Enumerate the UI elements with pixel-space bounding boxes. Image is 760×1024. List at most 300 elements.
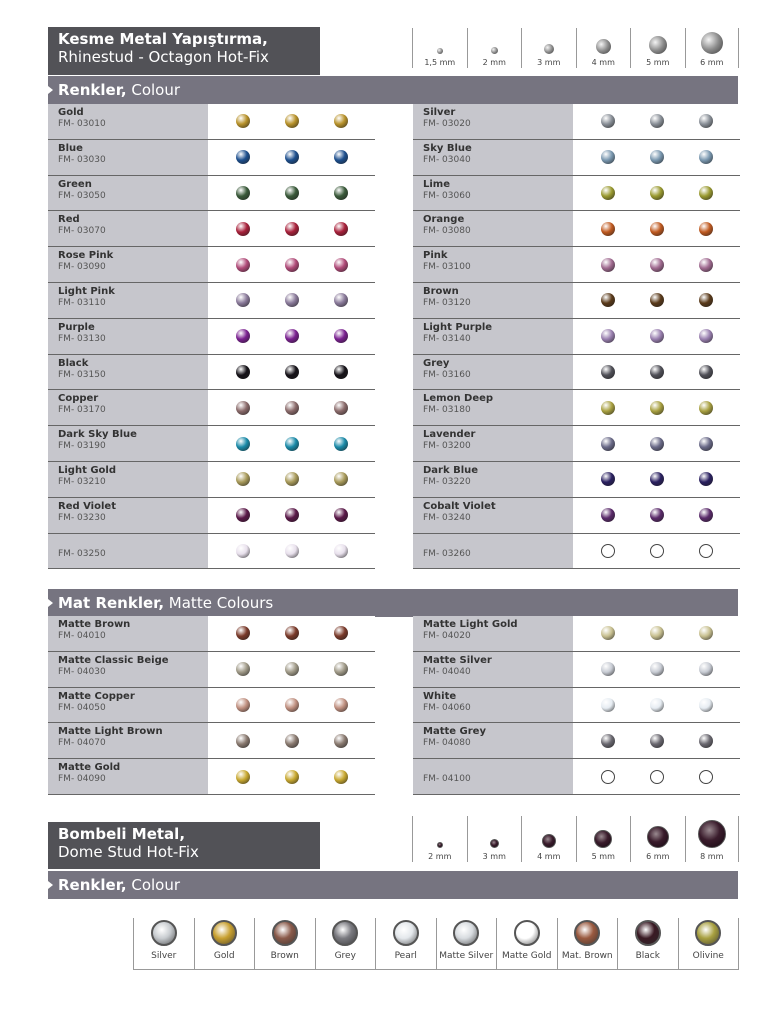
matte-band xyxy=(48,589,738,617)
swatch-cell xyxy=(573,211,740,246)
rhinestone-swatch-icon xyxy=(334,544,348,558)
colour-row xyxy=(48,426,375,462)
colour-name: Matte Copper xyxy=(58,690,135,702)
colour-name: Gold xyxy=(58,107,84,118)
rhinestone-swatch-icon xyxy=(236,508,250,522)
rhinestone-swatch-icon xyxy=(601,186,615,200)
rhinestone-swatch-icon xyxy=(699,698,713,712)
swatch-cell xyxy=(208,616,375,651)
swatch-cell xyxy=(573,140,740,175)
colour-code: FM- 04010 xyxy=(58,631,106,641)
dome-colour-label: Silver xyxy=(151,951,177,961)
colour-band-2-rest: Colour xyxy=(126,876,181,894)
colour-name: Matte Grey xyxy=(423,726,486,738)
rhinestone-swatch-icon xyxy=(236,698,250,712)
dome-title: Bombeli Metal, xyxy=(58,825,186,843)
size-label: 4 mm xyxy=(591,58,615,67)
dome-stud-icon xyxy=(332,920,358,946)
rhinestone-swatch-icon xyxy=(236,544,250,558)
colour-code: FM- 03240 xyxy=(423,512,471,523)
colour-code: FM- 03160 xyxy=(423,369,471,380)
size-label: 3 mm xyxy=(482,852,506,861)
rhinestone-size-icon xyxy=(701,32,723,54)
rhinestone-swatch-icon xyxy=(334,258,348,272)
swatch-cell xyxy=(208,498,375,533)
rhinestone-swatch-icon xyxy=(285,293,299,307)
colour-row xyxy=(48,104,375,140)
rhinestone-swatch-icon xyxy=(236,365,250,379)
colour-name-cell xyxy=(413,140,573,175)
colour-name-cell xyxy=(48,176,208,211)
colour-code: FM- 04060 xyxy=(423,702,471,713)
colour-name-cell xyxy=(48,652,208,687)
swatch-cell xyxy=(208,759,375,794)
colour-name-cell xyxy=(413,319,573,354)
size-cell xyxy=(521,816,576,862)
colour-row xyxy=(413,390,740,426)
rhinestone-swatch-icon xyxy=(601,698,615,712)
colour-code: FM- 03090 xyxy=(58,262,106,273)
size-label: 6 mm xyxy=(700,58,724,67)
rhinestone-swatch-icon xyxy=(285,662,299,676)
rhinestone-swatch-icon xyxy=(334,365,348,379)
swatch-cell xyxy=(573,534,740,569)
rhinestone-swatch-icon xyxy=(650,365,664,379)
colour-name-cell xyxy=(413,176,573,211)
colour-name-cell xyxy=(413,247,573,282)
size-cell xyxy=(467,816,522,862)
colour-name-cell xyxy=(48,283,208,318)
rhinestone-size-icon xyxy=(544,44,554,54)
rhinestone-swatch-icon xyxy=(236,472,250,486)
colour-code: FM- 04090 xyxy=(58,774,106,785)
swatch-cell xyxy=(208,247,375,282)
swatch-cell xyxy=(573,723,740,758)
rhinestone-swatch-icon xyxy=(650,662,664,676)
rhinestone-swatch-icon xyxy=(236,258,250,272)
rhinestone-swatch-icon xyxy=(285,114,299,128)
colour-name: Copper xyxy=(58,393,99,405)
dome-colour-cell xyxy=(617,918,678,969)
rhinestone-swatch-icon xyxy=(236,770,250,784)
rhinestone-size-icon xyxy=(491,47,498,54)
dome-stud-icon xyxy=(211,920,237,946)
rhinestone-swatch-icon xyxy=(699,662,713,676)
colour-name-cell xyxy=(413,688,573,723)
dome-colour-label: Mat. Brown xyxy=(561,951,613,961)
size-cell xyxy=(467,28,522,68)
rhinestone-swatch-icon xyxy=(285,329,299,343)
rhinestone-swatch-icon xyxy=(334,329,348,343)
size-label: 2 mm xyxy=(482,58,506,67)
size-cell xyxy=(576,816,631,862)
rhinestone-swatch-icon xyxy=(334,222,348,236)
colour-row xyxy=(48,140,375,176)
dome-colour-label: Matte Gold xyxy=(502,951,552,961)
rhinestud-title-box xyxy=(48,27,320,75)
colour-name-cell xyxy=(413,283,573,318)
rhinestone-size-icon xyxy=(596,39,611,54)
colour-row xyxy=(413,319,740,355)
rhinestone-swatch-icon xyxy=(285,222,299,236)
swatch-cell xyxy=(208,211,375,246)
rhinestone-swatch-icon xyxy=(334,437,348,451)
colour-name: Matte Classic Beige xyxy=(58,654,169,666)
rhinestone-swatch-icon xyxy=(650,150,664,164)
dome-colour-label: Pearl xyxy=(394,951,417,961)
swatch-cell xyxy=(208,426,375,461)
dome-colour-label: Black xyxy=(635,951,660,961)
colour-code: FM- 03210 xyxy=(58,476,106,487)
colour-code: FM- 04100 xyxy=(423,774,471,785)
dome-colour-cell xyxy=(678,918,740,969)
rhinestone-swatch-icon xyxy=(601,114,615,128)
rhinestone-swatch-icon xyxy=(236,734,250,748)
swatch-cell xyxy=(208,176,375,211)
rhinestone-swatch-icon xyxy=(236,626,250,640)
size-cell xyxy=(685,28,740,68)
colour-row xyxy=(413,426,740,462)
colour-name: Silver xyxy=(423,107,456,118)
rhinestone-swatch-icon xyxy=(650,258,664,272)
rhinestone-swatch-icon xyxy=(285,626,299,640)
rhinestone-swatch-icon xyxy=(236,293,250,307)
colour-name-cell xyxy=(48,104,208,139)
colour-name: Brown xyxy=(423,285,459,297)
colour-name-cell xyxy=(413,211,573,246)
colour-row xyxy=(413,759,740,795)
colour-row xyxy=(48,759,375,795)
colour-name-cell xyxy=(48,390,208,425)
colour-code: FM- 03120 xyxy=(423,297,471,308)
colour-name: Matte Light Brown xyxy=(58,726,163,738)
colour-code: FM- 03260 xyxy=(423,548,471,559)
colour-row xyxy=(48,616,375,652)
dome-size-chart xyxy=(412,816,739,862)
colour-code: FM- 03100 xyxy=(423,262,471,273)
colour-name: Grey xyxy=(423,357,450,369)
colour-name: Matte Light Gold xyxy=(423,619,518,630)
colour-name-cell xyxy=(48,211,208,246)
rhinestone-swatch-icon xyxy=(236,150,250,164)
colour-code: FM- 03080 xyxy=(423,226,471,237)
colour-name-cell xyxy=(48,319,208,354)
colour-name-cell xyxy=(48,498,208,533)
rhinestone-swatch-icon xyxy=(285,698,299,712)
swatch-cell xyxy=(573,688,740,723)
colour-name: Red xyxy=(58,214,80,226)
rhinestone-swatch-icon xyxy=(334,662,348,676)
colour-row xyxy=(48,211,375,247)
swatch-cell xyxy=(573,176,740,211)
size-label: 4 mm xyxy=(537,852,561,861)
colour-code: FM- 03250 xyxy=(58,548,106,559)
colour-name: Purple xyxy=(58,321,95,333)
rhinestone-swatch-icon xyxy=(236,437,250,451)
size-label: 1,5 mm xyxy=(424,58,456,67)
dome-stud-size-icon xyxy=(437,842,443,848)
colour-name: Green xyxy=(58,178,92,190)
colour-row xyxy=(48,723,375,759)
colour-name-cell xyxy=(413,759,573,794)
swatch-cell xyxy=(208,283,375,318)
dome-colour-label: Brown xyxy=(270,951,299,961)
colour-code: FM- 03040 xyxy=(423,154,471,165)
colour-code: FM- 03190 xyxy=(58,441,106,452)
swatch-cell xyxy=(573,319,740,354)
dome-stud-size-icon xyxy=(490,839,499,848)
rhinestone-swatch-icon xyxy=(601,508,615,522)
colour-band-rest: Colour xyxy=(126,81,181,99)
dome-stud-icon xyxy=(393,920,419,946)
colour-row xyxy=(413,534,740,570)
colour-name-cell xyxy=(413,462,573,497)
rhinestone-swatch-icon xyxy=(650,698,664,712)
dome-stud-icon xyxy=(151,920,177,946)
rhinestone-swatch-icon xyxy=(236,114,250,128)
colour-row xyxy=(48,355,375,391)
dome-title-box xyxy=(48,822,320,869)
colour-row xyxy=(48,176,375,212)
colour-row xyxy=(413,247,740,283)
rhinestone-swatch-icon xyxy=(699,293,713,307)
swatch-cell xyxy=(573,462,740,497)
rhinestud-subtitle: Rhinestud - Octagon Hot-Fix xyxy=(58,48,269,66)
rhinestone-swatch-icon xyxy=(285,365,299,379)
rhinestone-swatch-icon xyxy=(236,186,250,200)
dome-colour-label: Matte Silver xyxy=(439,951,494,961)
swatch-cell xyxy=(208,390,375,425)
colour-code: FM- 04070 xyxy=(58,738,106,749)
rhinestone-swatch-icon xyxy=(236,222,250,236)
rhinestone-swatch-icon xyxy=(601,150,615,164)
colour-code: FM- 03130 xyxy=(58,333,106,344)
dome-colour-cell xyxy=(133,918,194,969)
rhinestone-swatch-icon xyxy=(699,508,713,522)
colour-row xyxy=(48,462,375,498)
swatch-cell xyxy=(208,355,375,390)
swatch-cell xyxy=(573,652,740,687)
colour-code: FM- 03220 xyxy=(423,476,471,487)
colour-name: Light Purple xyxy=(423,321,493,333)
colour-name-cell xyxy=(413,723,573,758)
dome-stud-icon xyxy=(453,920,479,946)
colour-name-cell xyxy=(413,426,573,461)
colour-list-right xyxy=(413,104,740,569)
colour-name: Lemon Deep xyxy=(423,393,494,405)
rhinestone-swatch-icon xyxy=(650,401,664,415)
colour-name: Matte Silver xyxy=(423,654,492,666)
swatch-cell xyxy=(573,104,740,139)
colour-code: FM- 03170 xyxy=(58,405,106,416)
colour-name-cell xyxy=(48,355,208,390)
swatch-cell xyxy=(208,723,375,758)
rhinestone-swatch-icon xyxy=(334,770,348,784)
colour-row xyxy=(413,104,740,140)
dome-colour-cell xyxy=(194,918,255,969)
size-label: 5 mm xyxy=(646,58,670,67)
rhinestone-swatch-icon xyxy=(601,329,615,343)
rhinestone-swatch-icon xyxy=(601,437,615,451)
rhinestone-swatch-icon xyxy=(334,114,348,128)
colour-name-cell xyxy=(413,498,573,533)
rhinestone-swatch-icon xyxy=(699,365,713,379)
colour-name-cell xyxy=(413,534,573,569)
colour-name-cell xyxy=(48,759,208,794)
rhinestone-swatch-icon xyxy=(601,770,615,784)
dome-stud-icon xyxy=(514,920,540,946)
colour-name-cell xyxy=(48,140,208,175)
colour-row xyxy=(48,283,375,319)
colour-name: Orange xyxy=(423,214,465,226)
colour-code: FM- 03050 xyxy=(58,190,106,201)
dome-colour-label: Olivine xyxy=(692,951,724,961)
swatch-cell xyxy=(208,534,375,569)
swatch-cell xyxy=(573,283,740,318)
rhinestone-swatch-icon xyxy=(285,734,299,748)
rhinestone-swatch-icon xyxy=(601,544,615,558)
colour-name: Blue xyxy=(58,142,83,154)
colour-name-cell xyxy=(413,355,573,390)
dome-subtitle: Dome Stud Hot-Fix xyxy=(58,843,199,861)
rhinestone-swatch-icon xyxy=(699,186,713,200)
dome-stud-size-icon xyxy=(542,834,556,848)
colour-name-cell xyxy=(413,104,573,139)
rhinestone-swatch-icon xyxy=(334,698,348,712)
rhinestone-swatch-icon xyxy=(334,626,348,640)
swatch-cell xyxy=(573,616,740,651)
colour-name-cell xyxy=(413,390,573,425)
colour-name: Light Pink xyxy=(58,285,115,297)
rhinestone-swatch-icon xyxy=(285,437,299,451)
size-cell xyxy=(412,816,467,862)
rhinestone-swatch-icon xyxy=(650,734,664,748)
colour-code: FM- 03230 xyxy=(58,512,106,523)
rhinestone-swatch-icon xyxy=(699,401,713,415)
colour-name-cell xyxy=(413,652,573,687)
rhinestone-swatch-icon xyxy=(285,544,299,558)
dome-colour-cell xyxy=(496,918,557,969)
colour-name: Lime xyxy=(423,178,451,190)
rhinestone-swatch-icon xyxy=(601,662,615,676)
dome-stud-size-icon xyxy=(594,830,612,848)
colour-row xyxy=(413,616,740,652)
rhinestone-swatch-icon xyxy=(699,114,713,128)
colour-name: Matte Gold xyxy=(58,762,121,774)
rhinestone-swatch-icon xyxy=(650,222,664,236)
colour-name: Pink xyxy=(423,250,448,262)
dome-colour-cell xyxy=(375,918,436,969)
size-cell xyxy=(521,28,576,68)
size-label: 8 mm xyxy=(700,852,724,861)
swatch-cell xyxy=(573,247,740,282)
colour-row xyxy=(48,534,375,570)
rhinestone-swatch-icon xyxy=(601,401,615,415)
matte-list-left xyxy=(48,616,375,795)
size-label: 2 mm xyxy=(428,852,452,861)
swatch-cell xyxy=(573,498,740,533)
rhinestone-swatch-icon xyxy=(699,734,713,748)
rhinestone-swatch-icon xyxy=(699,150,713,164)
colour-row xyxy=(48,688,375,724)
colour-name: Cobalt Violet xyxy=(423,500,496,512)
rhinestone-swatch-icon xyxy=(699,329,713,343)
colour-name: Black xyxy=(58,357,89,369)
colour-code: FM- 03030 xyxy=(58,154,106,165)
rhinestone-swatch-icon xyxy=(236,329,250,343)
rhinestone-swatch-icon xyxy=(699,770,713,784)
rhinestone-swatch-icon xyxy=(601,365,615,379)
colour-code: FM- 03070 xyxy=(58,226,106,237)
colour-name: Lavender xyxy=(423,429,476,441)
swatch-cell xyxy=(573,759,740,794)
rhinestone-swatch-icon xyxy=(236,662,250,676)
rhinestone-swatch-icon xyxy=(601,293,615,307)
rhinestone-swatch-icon xyxy=(285,472,299,486)
colour-name: Matte Brown xyxy=(58,619,131,630)
rhinestone-swatch-icon xyxy=(699,472,713,486)
size-label: 6 mm xyxy=(646,852,670,861)
rhinestone-swatch-icon xyxy=(601,472,615,486)
colour-band-2 xyxy=(48,871,738,899)
rhinestone-swatch-icon xyxy=(285,508,299,522)
dome-stud-size-icon xyxy=(647,826,669,848)
colour-code: FM- 04030 xyxy=(58,666,106,677)
size-label: 3 mm xyxy=(537,58,561,67)
colour-name: Light Gold xyxy=(58,464,117,476)
colour-row xyxy=(413,462,740,498)
rhinestone-swatch-icon xyxy=(334,401,348,415)
colour-band-bold: Renkler, xyxy=(58,81,127,99)
dome-colour-label: Grey xyxy=(334,951,356,961)
rhinestone-swatch-icon xyxy=(334,472,348,486)
colour-code: FM- 03060 xyxy=(423,190,471,201)
colour-code: FM- 03200 xyxy=(423,441,471,452)
swatch-cell xyxy=(208,319,375,354)
colour-name-cell xyxy=(48,688,208,723)
rhinestone-swatch-icon xyxy=(334,508,348,522)
rhinestone-swatch-icon xyxy=(699,544,713,558)
swatch-cell xyxy=(573,355,740,390)
colour-row xyxy=(413,652,740,688)
swatch-cell xyxy=(208,462,375,497)
colour-code: FM- 03020 xyxy=(423,119,471,129)
swatch-cell xyxy=(208,652,375,687)
rhinestone-swatch-icon xyxy=(650,472,664,486)
rhinestone-swatch-icon xyxy=(285,401,299,415)
rhinestone-swatch-icon xyxy=(699,222,713,236)
colour-row xyxy=(413,688,740,724)
rhinestone-swatch-icon xyxy=(650,437,664,451)
rhinestone-swatch-icon xyxy=(650,293,664,307)
colour-band-2-bold: Renkler, xyxy=(58,876,127,894)
colour-code: FM- 04020 xyxy=(423,631,471,641)
rhinestone-swatch-icon xyxy=(334,150,348,164)
size-cell xyxy=(630,28,685,68)
colour-name-cell xyxy=(48,462,208,497)
colour-code: FM- 04080 xyxy=(423,738,471,749)
rhinestone-swatch-icon xyxy=(650,508,664,522)
colour-row xyxy=(413,283,740,319)
dome-colour-cell xyxy=(436,918,497,969)
colour-name-cell xyxy=(48,426,208,461)
dome-colour-row xyxy=(133,918,739,970)
colour-name-cell xyxy=(413,616,573,651)
rhinestone-swatch-icon xyxy=(236,401,250,415)
dome-stud-icon xyxy=(695,920,721,946)
colour-name: White xyxy=(423,690,457,702)
dome-stud-icon xyxy=(574,920,600,946)
